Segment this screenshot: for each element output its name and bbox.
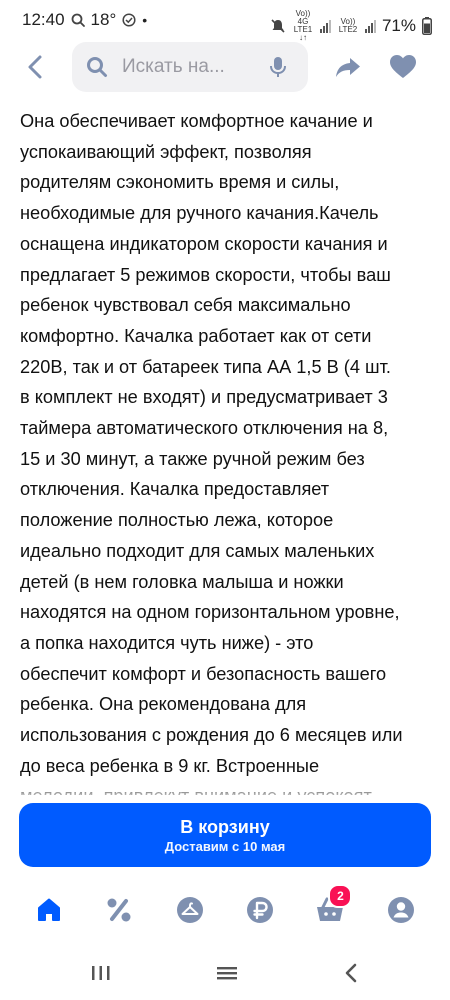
signal-1-icon [320, 19, 331, 33]
status-dot: • [142, 12, 148, 28]
status-right [270, 10, 432, 42]
check-circle-icon [122, 13, 136, 27]
recent-apps-icon [90, 963, 112, 983]
product-description [20, 106, 436, 796]
menu-lines-icon [215, 963, 239, 983]
nav-promo[interactable] [99, 890, 139, 930]
nav-cart[interactable] [310, 890, 350, 930]
description-line: детей (в нем головка малыша и ножки [20, 571, 344, 592]
share-icon[interactable] [333, 52, 363, 82]
hanger-icon [175, 895, 205, 925]
ruble-icon [245, 895, 275, 925]
description-line: использования с рождения до 6 месяцев или [20, 725, 403, 746]
signal-2-icon [365, 19, 376, 33]
status-time: 12:40 [22, 10, 65, 29]
nav-profile[interactable] [381, 890, 421, 930]
system-nav [0, 948, 450, 1000]
delivery-date-label: Доставим с 10 мая [164, 838, 286, 854]
chevron-left-icon [341, 962, 361, 984]
description-line: а попка находится чуть ниже) - это [20, 632, 314, 653]
description-line: до веса ребенка в 9 кг. Встроенные [20, 755, 320, 776]
description-line: Она обеспечивает комфортное качание и [20, 111, 373, 131]
status-bar [0, 0, 450, 40]
cart-count-badge: 2 [328, 884, 352, 908]
search-status-icon [71, 13, 85, 27]
add-to-cart-button[interactable] [19, 803, 431, 867]
nav-fresh[interactable] [170, 890, 210, 930]
back-button[interactable] [20, 52, 50, 82]
description-line: находятся на одном горизонтальном уровне, [20, 602, 400, 623]
add-to-cart-label: В корзину [180, 816, 270, 837]
description-line: идеально подходит для самых маленьких [20, 540, 375, 561]
network-2-label: Vo)) LTE2 [338, 17, 358, 34]
description-line: 15 и 30 минут, а также ручной режим без [20, 448, 365, 469]
search-input[interactable] [120, 55, 264, 79]
description-line: в комплект не входят) и предусматривает 3 [20, 387, 388, 408]
system-back-button[interactable] [336, 960, 366, 986]
home-system-button[interactable] [212, 960, 242, 986]
description-line: положение полностью лежа, которое [20, 510, 334, 531]
description-line: комфортно. Качалка работает как от сети [20, 325, 372, 346]
description-line: родителям сэкономить время и силы, [20, 172, 340, 193]
recent-apps-button[interactable] [86, 960, 116, 986]
network-1-label: Vo)) 4G LTE1 ↓↑ [293, 9, 313, 42]
battery-icon [422, 17, 432, 35]
mute-icon [270, 18, 286, 34]
description-line: необходимые для ручного качания.Качель [20, 203, 379, 224]
description-line: оснащена индикатором скорости качания и [20, 233, 388, 254]
description-line: ребенок чувствовал себя максимально [20, 295, 351, 316]
cart-area [0, 795, 450, 870]
heart-icon[interactable] [388, 52, 418, 82]
description-line: предлагает 5 режимов скорости, чтобы ваш [20, 264, 391, 285]
status-left [22, 10, 147, 30]
mic-icon[interactable] [268, 56, 288, 78]
home-icon [34, 895, 64, 925]
status-temperature: 18° [90, 10, 117, 29]
search-icon [86, 56, 108, 78]
description-line: 220В, так и от батареек типа АА 1,5 В (4 шт. [20, 356, 391, 377]
profile-icon [386, 895, 416, 925]
app-bar [0, 40, 450, 96]
back-arrow-icon [27, 54, 43, 80]
description-line: обеспечит комфорт и безопасность вашего [20, 663, 387, 684]
nav-home[interactable] [29, 890, 69, 930]
bottom-nav [0, 880, 450, 940]
percent-icon [104, 895, 134, 925]
search-box[interactable] [72, 42, 308, 92]
battery-percent: 71% [381, 16, 416, 35]
description-line: ребенка. Она рекомендована для [20, 694, 307, 715]
description-line: отключения. Качалка предоставляет [20, 479, 330, 500]
nav-finance[interactable] [240, 890, 280, 930]
description-line: успокаивающий эффект, позволяя [20, 141, 312, 162]
description-line: таймера автоматического отключения на 8, [20, 418, 389, 439]
